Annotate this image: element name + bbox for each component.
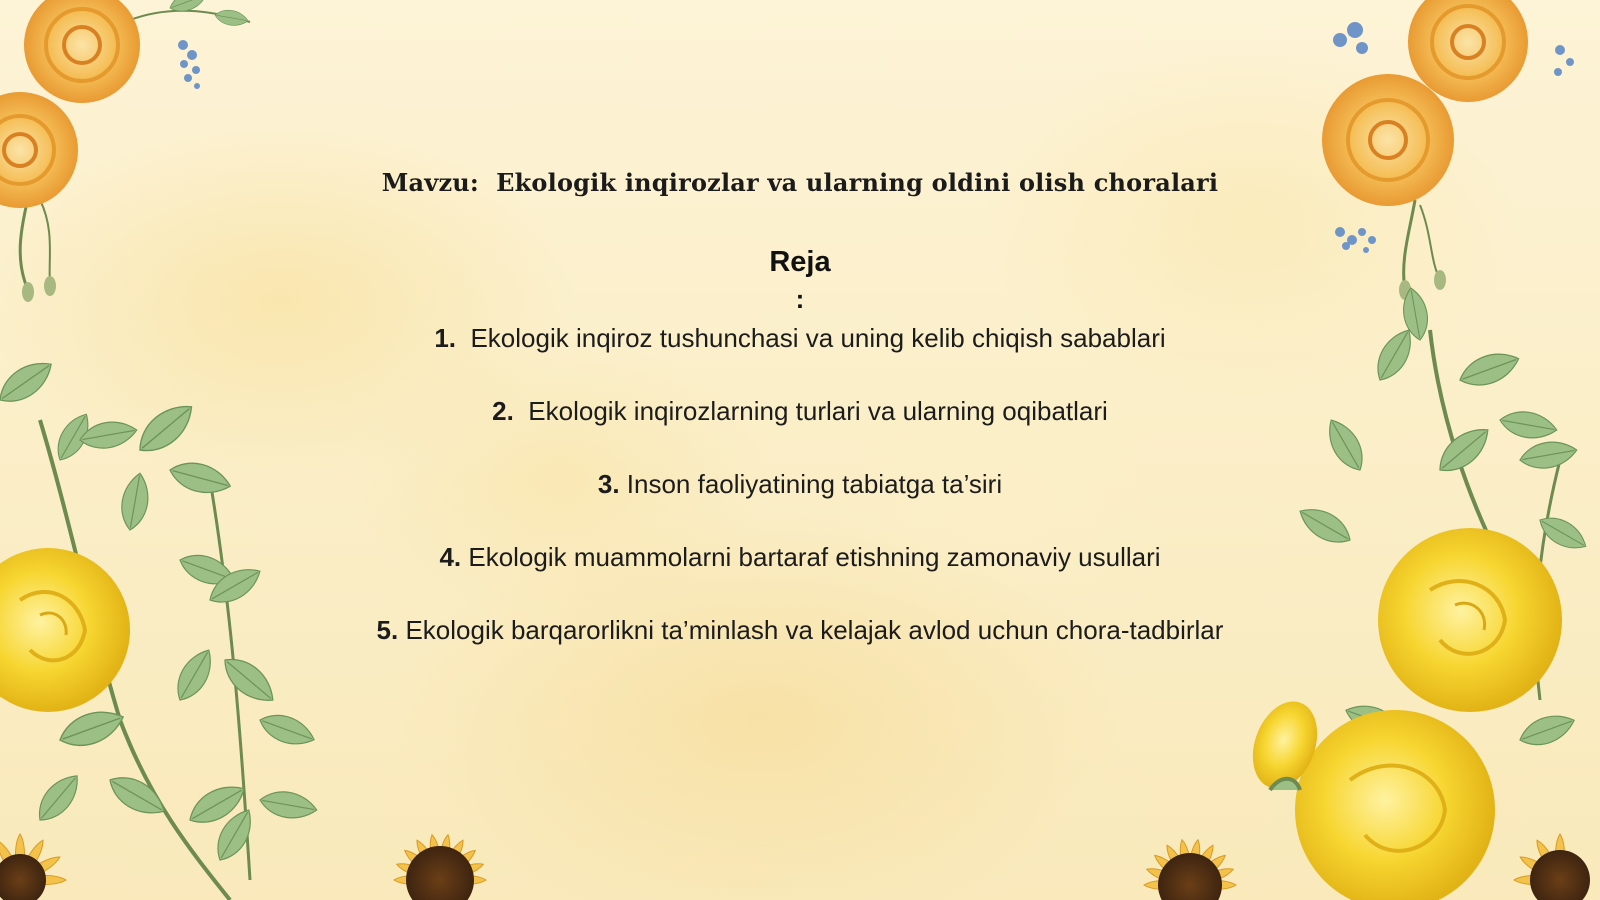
plan-item-5 [0, 615, 1600, 646]
plan-item-3 [0, 469, 1600, 500]
plan-heading-colon: : [795, 284, 805, 314]
plan-item-4 [0, 542, 1600, 573]
sunflower-bottom-center-left [394, 834, 486, 900]
plan-item-number: 3. [597, 469, 620, 499]
plan-item-text: Ekologik inqiroz tushunchasi va uning kelib chiqish sabablari [456, 323, 1166, 353]
slide-title: Mavzu: Ekologik inqirozlar va ularning oldini olish choralari [381, 168, 1219, 197]
sunflower-bottom-center-right [1144, 839, 1236, 900]
plan-heading: Reja [769, 246, 831, 278]
plan-item-number: 2. [492, 396, 514, 426]
sunflower-bottom-right [1514, 834, 1590, 900]
plan-item-text: Ekologik muammolarni bartaraf etishning zamonaviy usullari [461, 542, 1161, 572]
plan-item-number: 1. [434, 323, 457, 353]
yellow-rose-right [1241, 528, 1562, 900]
plan-item-1 [0, 323, 1600, 354]
blue-berry-sprig-top-left [178, 40, 200, 89]
sunflower-bottom-left [0, 834, 66, 900]
plan-item-text: Inson faoliyatining tabiatga ta’siri [619, 469, 1003, 499]
plan-item-text: Ekologik inqirozlarning turlari va ularning oqibatlari [513, 396, 1108, 426]
plan-item-2 [0, 396, 1600, 427]
plan-item-number: 4. [439, 542, 462, 572]
plan-item-text: Ekologik barqarorlikni ta’minlash va kelajak avlod uchun chora-tadbirlar [398, 615, 1224, 645]
plan-item-number: 5. [376, 615, 399, 645]
